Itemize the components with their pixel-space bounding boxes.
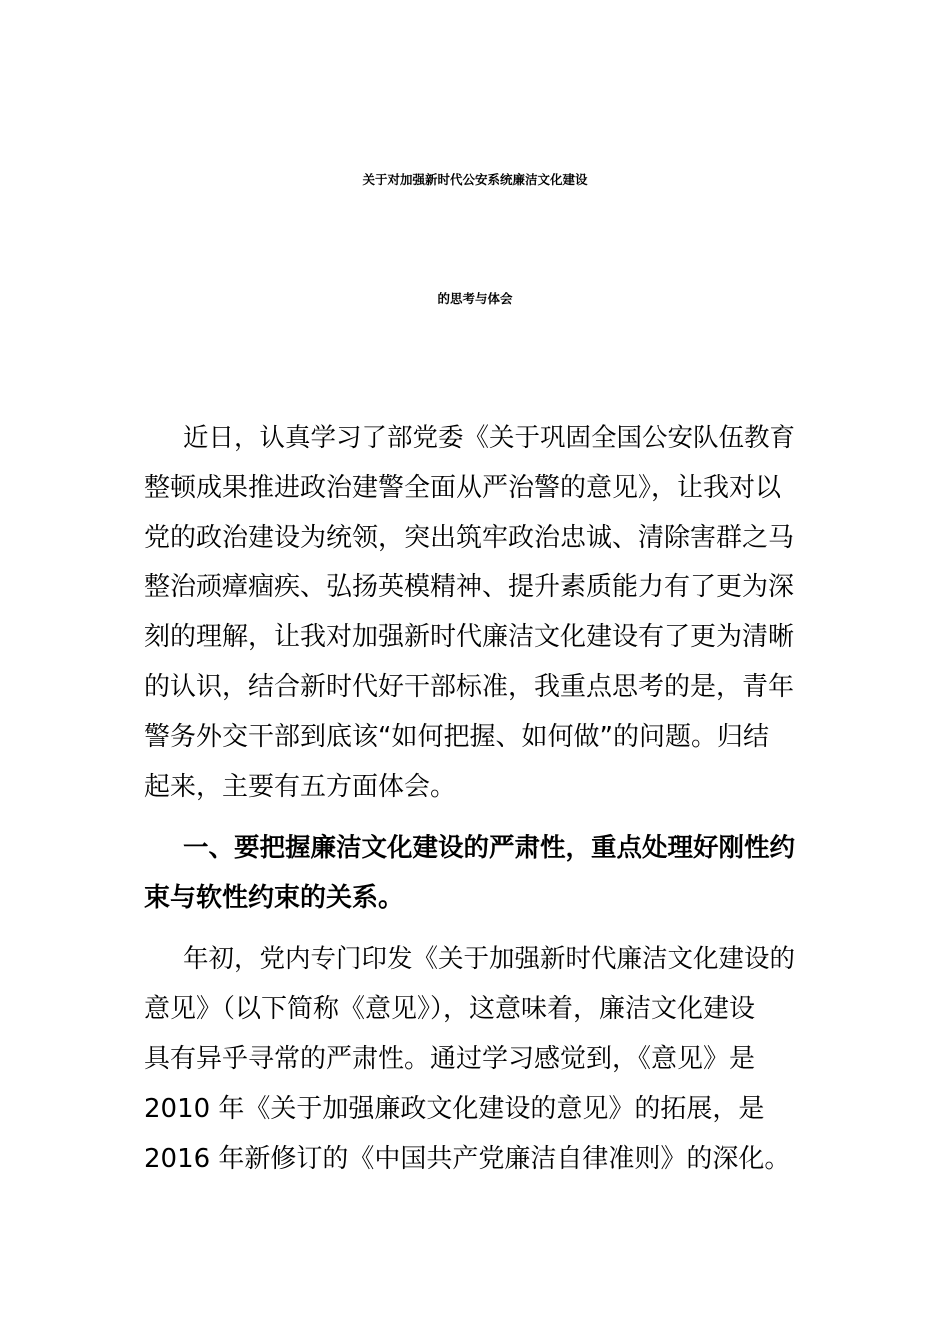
paragraph-1-line-6: 的认识，结合新时代好干部标准，我重点思考的是，青年 [144, 672, 795, 702]
paragraph-2-line-3: 具有异乎寻常的严肃性。通过学习感觉到，《意见》是 [144, 1044, 756, 1074]
paragraph-2-line-1: 年初，党内专门印发《关于加强新时代廉洁文化建设的 [183, 944, 796, 974]
paragraph-1-line-7: 警务外交干部到底该“如何把握、如何做”的问题。归结 [144, 722, 769, 752]
paragraph-1-line-4: 整治顽瘴痼疾、弘扬英模精神、提升素质能力有了更为深 [144, 572, 795, 602]
paragraph-2-line-4: 2010 年《关于加强廉政文化建设的意见》的拓展，是 [144, 1094, 765, 1124]
paragraph-1-line-1: 近日，认真学习了部党委《关于巩固全国公安队伍教育 [183, 423, 796, 453]
paragraph-1-line-3: 党的政治建设为统领，突出筑牢政治忠诚、清除害群之马 [144, 523, 795, 553]
document-title-line-2: 的思考与体会 [437, 291, 513, 306]
paragraph-2-line-5: 2016 年新修订的《中国共产党廉洁自律准则》的深化。 [144, 1144, 791, 1174]
paragraph-1-line-8: 起来，主要有五方面体会。 [144, 772, 457, 802]
paragraph-1-line-2: 整顿成果推进政治建警全面从严治警的意见》，让我对以 [144, 473, 782, 503]
document-title-line-1: 关于对加强新时代公安系统廉洁文化建设 [362, 172, 588, 187]
paragraph-2-line-2: 意见》（以下简称《意见》），这意味着，廉洁文化建设 [144, 994, 756, 1024]
section-heading-1-line-1: 一、要把握廉洁文化建设的严肃性，重点处理好刚性约 [183, 833, 796, 863]
section-heading-1-line-2: 束与软性约束的关系。 [144, 883, 405, 913]
paragraph-1-line-5: 刻的理解，让我对加强新时代廉洁文化建设有了更为清晰 [144, 622, 795, 652]
